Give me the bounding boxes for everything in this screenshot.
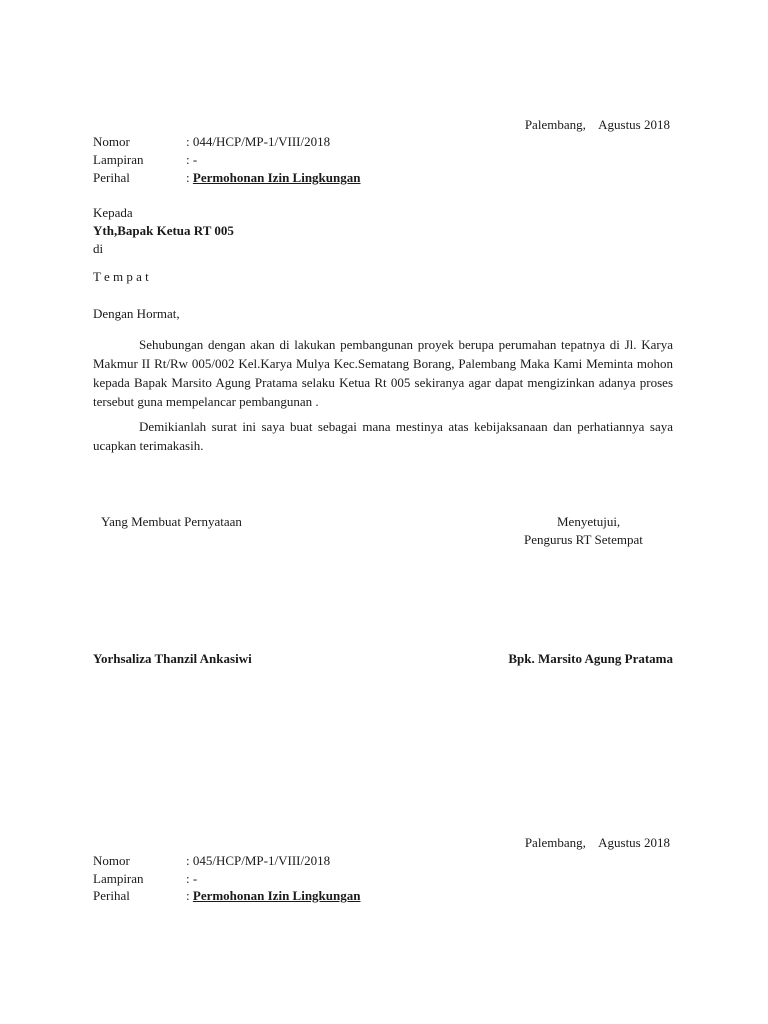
meta-label: Nomor <box>93 853 130 868</box>
meta-value <box>186 169 360 187</box>
meta-value: : - <box>186 152 198 167</box>
signature-left-name: Yorhsaliza Thanzil Ankasiwi <box>93 651 252 666</box>
meta-value: : - <box>186 871 198 886</box>
signature-right-title-1: Menyetujui, <box>557 514 621 529</box>
subject: Permohonan Izin Lingkungan <box>192 170 361 185</box>
body-paragraph-1: Sehubungan dengan akan di lakukan pembangunan proyek berupa perumahan tepatnya di Jl. Karya Makmur II Rt/Rw 005/002 Kel.Karya Mulya Kec.Sematang Borang, Palembang Maka Kami Meminta mohon kepada Bapak Marsito Agung Pratama selaku Ketua Rt 005 sekiranya agar dapat mengizinkan adanya proses tersebut guna mempelancar pembangunan . <box>93 337 673 409</box>
subject: Permohonan Izin Lingkungan <box>192 888 361 903</box>
meta-label: Perihal <box>93 888 130 903</box>
meta-label: Lampiran <box>93 152 144 167</box>
recipient-place: T e m p a t <box>93 269 149 284</box>
meta-prefix: : <box>186 170 193 185</box>
meta-label: Nomor <box>93 134 130 149</box>
meta-value: : 045/HCP/MP-1/VIII/2018 <box>186 853 331 868</box>
meta-label: Lampiran <box>93 871 144 886</box>
place-date: Palembang, Agustus 2018 <box>524 835 670 850</box>
meta-value <box>186 887 360 905</box>
meta-label: Perihal <box>93 170 130 185</box>
signature-right-title-2: Pengurus RT Setempat <box>524 532 643 547</box>
meta-prefix: : <box>186 888 193 903</box>
meta-value: : 044/HCP/MP-1/VIII/2018 <box>186 134 331 149</box>
recipient-to: Kepada <box>93 205 133 220</box>
greeting: Dengan Hormat, <box>93 306 180 321</box>
signature-right-name: Bpk. Marsito Agung Pratama <box>508 651 673 666</box>
signature-left-title: Yang Membuat Pernyataan <box>101 514 242 529</box>
recipient-di: di <box>93 241 104 256</box>
body-paragraph-2: Demikianlah surat ini saya buat sebagai mana mestinya atas kebijaksanaan dan perhatiannya saya ucapkan terimakasih. <box>93 419 673 453</box>
recipient-name: Yth,Bapak Ketua RT 005 <box>93 223 234 238</box>
place-date: Palembang, Agustus 2018 <box>524 117 670 132</box>
